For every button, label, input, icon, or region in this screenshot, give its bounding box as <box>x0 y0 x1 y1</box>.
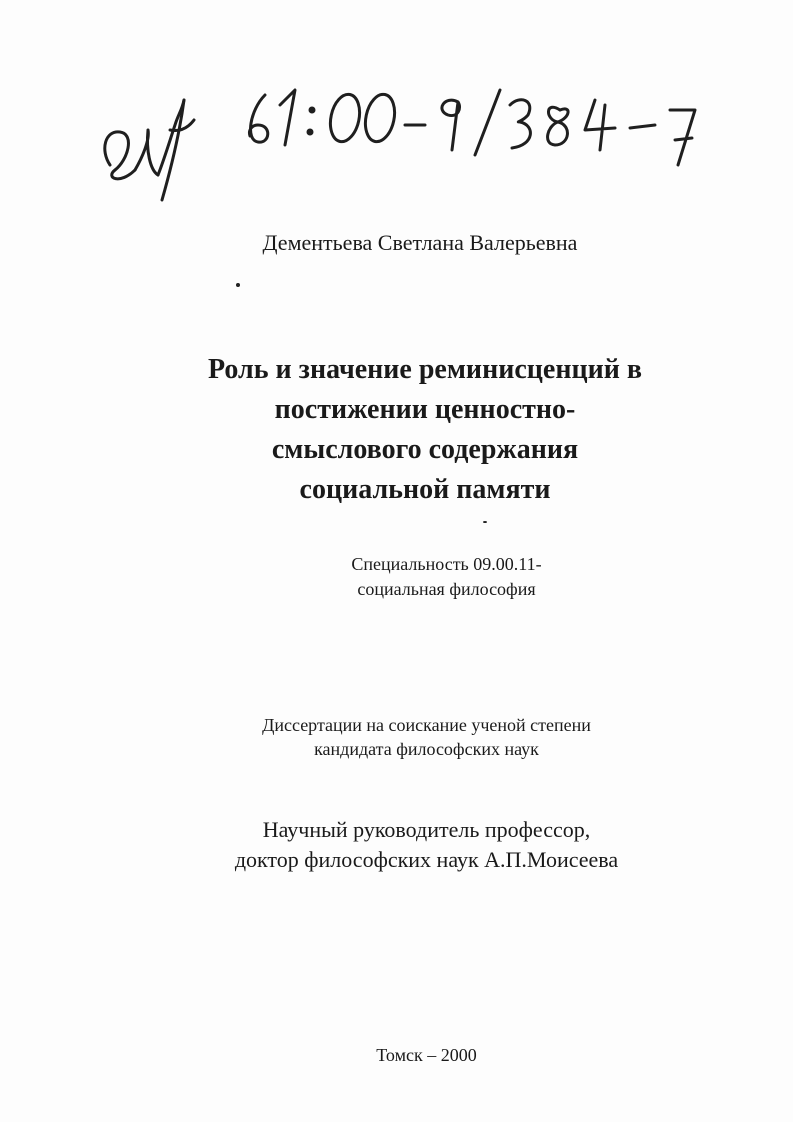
handwritten-catalog-number <box>80 70 720 220</box>
degree-line: кандидата философских наук <box>314 739 539 759</box>
degree-line: Диссертации на соискание ученой степени <box>262 715 591 735</box>
author-name: Дементьева Светлана Валерьевна <box>262 230 578 255</box>
title-line: смыслового содержания <box>271 434 579 465</box>
scan-speck <box>236 283 240 287</box>
scan-speck <box>483 521 487 523</box>
title-line: социальной памяти <box>299 474 551 505</box>
supervisor-line: Научный руководитель профессор, <box>262 817 591 842</box>
specialty <box>50 552 793 602</box>
city-year: Томск – 2000 <box>376 1045 477 1065</box>
degree-statement <box>30 713 793 761</box>
scientific-supervisor <box>30 815 793 875</box>
title-line: постижении ценностно- <box>274 394 576 425</box>
specialty-line: Специальность 09.00.11- <box>351 554 542 574</box>
supervisor-line: доктор философских наук А.П.Моисеева <box>234 847 619 872</box>
dissertation-title <box>50 350 793 510</box>
title-line: Роль и значение реминисценций в <box>208 354 642 385</box>
specialty-line: социальная философия <box>357 579 536 599</box>
